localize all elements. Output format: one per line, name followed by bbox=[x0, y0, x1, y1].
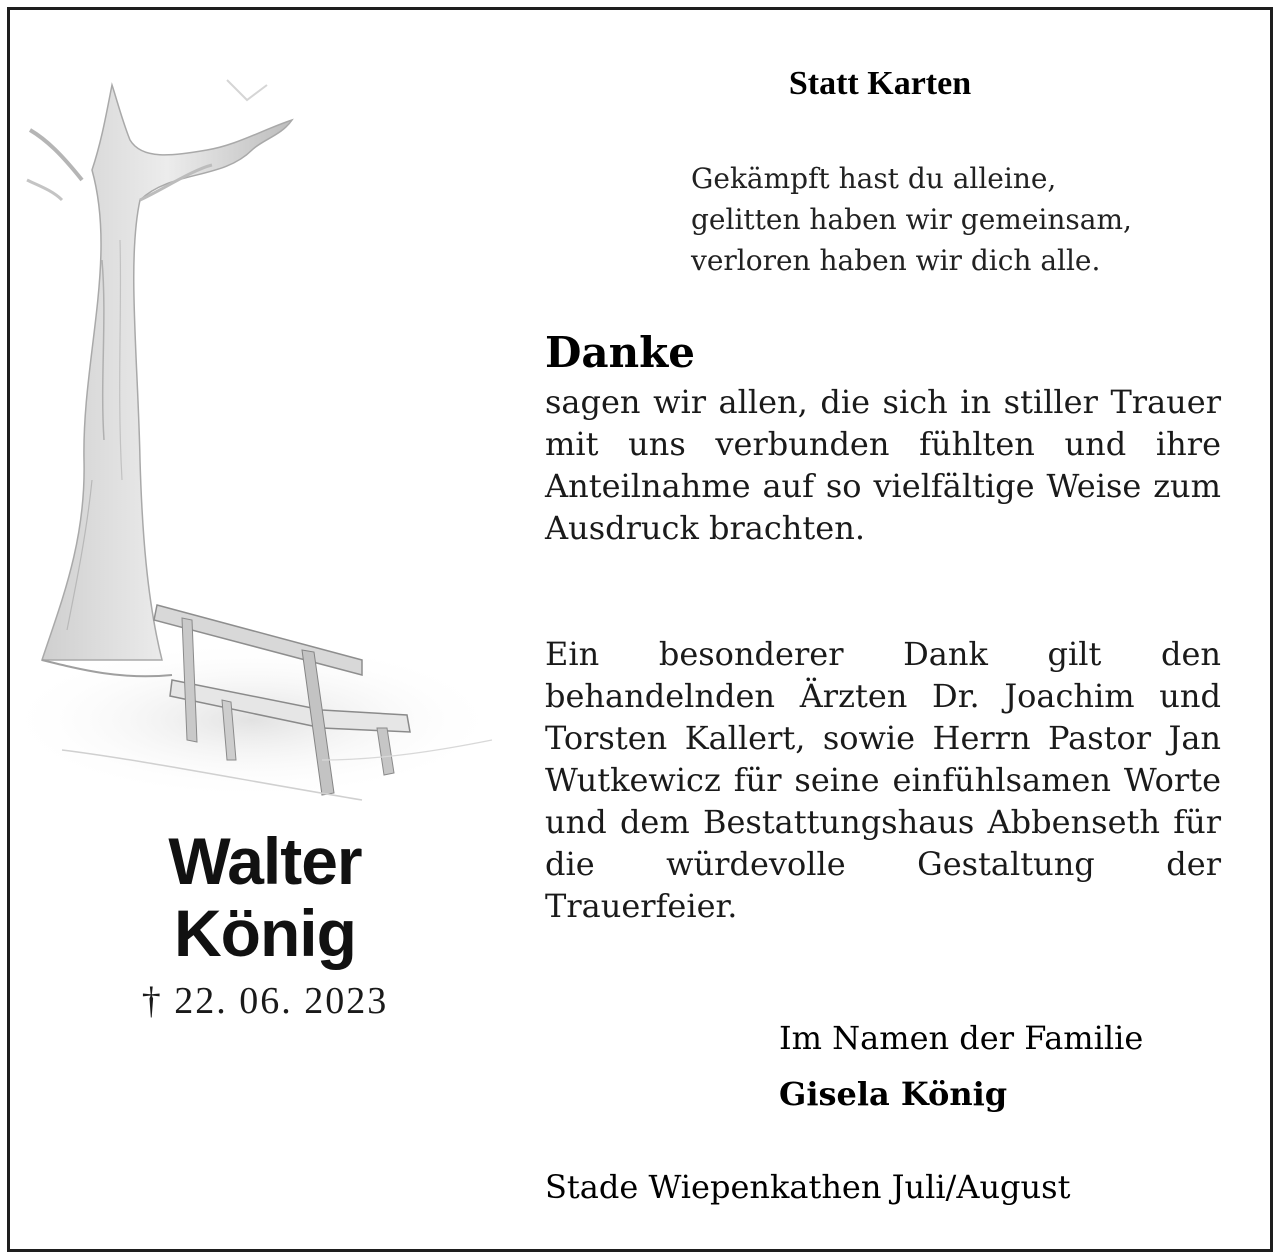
deceased-last-name: König bbox=[174, 896, 356, 970]
family-signoff: Im Namen der Familie bbox=[779, 1019, 1144, 1057]
poem-line: verloren haben wir dich alle. bbox=[691, 244, 1101, 277]
deceased-block bbox=[22, 825, 508, 1023]
thanks-title: Danke bbox=[545, 328, 695, 377]
location-date: Stade Wiepenkathen Juli/August bbox=[545, 1168, 1071, 1206]
poem-line: Gekämpft hast du alleine, bbox=[691, 162, 1057, 195]
thanks-paragraph-2: Ein besonderer Dank gilt den behandelnden Ärzten Dr. Joachim und Torsten Kallert, sowie Herrn Pastor Jan Wutkewicz für seine einfühlsamen Worte und dem Bestattungshaus Abbenseth für die würdevolle Gestaltung der Trauerfeier. bbox=[545, 635, 1221, 925]
obituary-notice bbox=[7, 7, 1273, 1252]
poem bbox=[691, 158, 1251, 281]
thanks-paragraph-1: sagen wir allen, die sich in stiller Trauer mit uns verbunden fühlten und ihre Anteilnahme auf so vielfältige Weise zum Ausdruck brachten. bbox=[545, 383, 1221, 547]
signer-name: Gisela König bbox=[779, 1075, 1008, 1113]
death-date: † 22. 06. 2023 bbox=[141, 980, 389, 1022]
poem-line: gelitten haben wir gemeinsam, bbox=[691, 203, 1132, 236]
tree-bench-illustration bbox=[22, 60, 508, 830]
notice-heading: Statt Karten bbox=[788, 65, 972, 102]
deceased-first-name: Walter bbox=[168, 824, 362, 898]
